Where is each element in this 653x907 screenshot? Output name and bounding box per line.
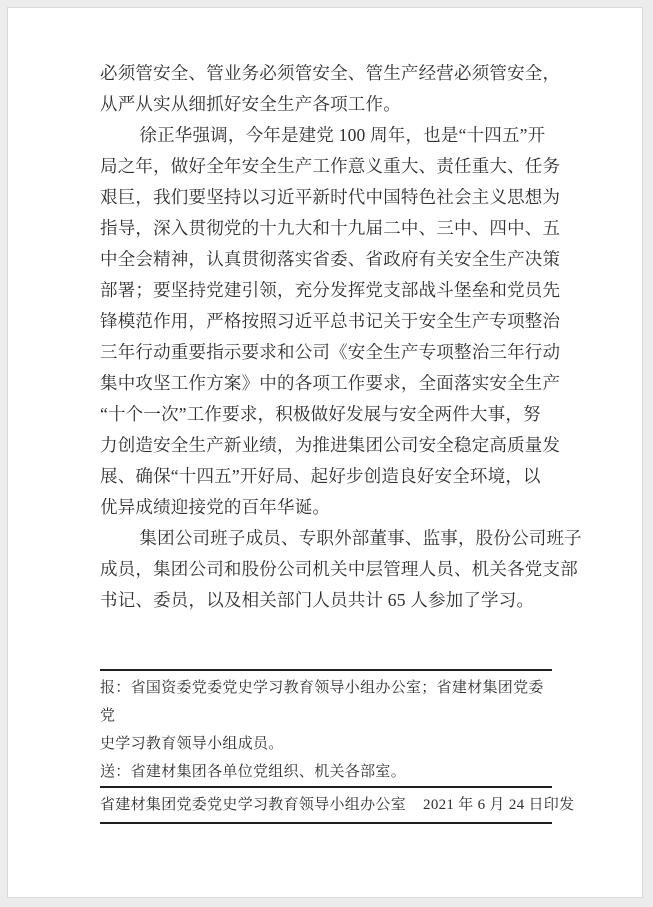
body-line: 优异成绩迎接党的百年华诞。 — [100, 497, 331, 517]
report-to-line: 报：省国资委党委党史学习教育领导小组办公室；省建材集团党委党 — [100, 680, 544, 724]
body-line: 展、确保“十四五”开好局、起好步创造良好安全环境，以 — [100, 466, 541, 486]
distribution-notes — [100, 669, 552, 786]
body-line: 必须管安全、管业务必须管安全、管生产经营必须管安全， — [100, 63, 561, 83]
body-line: 艰巨，我们要坚持以习近平新时代中国特色社会主义思想为 — [100, 187, 561, 207]
body-line: 锋模范作用，严格按照习近平总书记关于安全生产专项整治 — [100, 311, 561, 331]
body-line: 徐正华强调，今年是建党 100 周年，也是“十四五”开 — [139, 125, 546, 145]
body-line: 局之年，做好全年安全生产工作意义重大、责任重大、任务 — [100, 156, 561, 176]
body-line: 书记、委员，以及相关部门人员共计 65 人参加了学习。 — [100, 590, 535, 610]
document-body — [100, 58, 582, 616]
body-line: 力创造安全生产新业绩，为推进集团公司安全稳定高质量发 — [100, 435, 561, 455]
document-page — [7, 7, 643, 898]
body-line: 成员，集团公司和股份公司机关中层管理人员、机关各党支部 — [100, 559, 578, 579]
body-line: 中全会精神，认真贯彻落实省委、省政府有关安全生产决策 — [100, 249, 561, 269]
body-line: 集团公司班子成员、专职外部董事、监事，股份公司班子 — [139, 528, 582, 548]
colophon-row — [100, 786, 575, 824]
document-footer — [100, 669, 575, 824]
body-line: 部署；要坚持党建引领，充分发挥党支部战斗堡垒和党员先 — [100, 280, 561, 300]
issuer-name: 省建材集团党委党史学习教育领导小组办公室 — [100, 797, 407, 813]
report-to-line-cont: 史学习教育领导小组成员。 — [100, 736, 284, 752]
send-to-line: 送：省建材集团各单位党组织、机关各部室。 — [100, 764, 407, 780]
body-line: 从严从实从细抓好安全生产各项工作。 — [100, 94, 401, 114]
body-line: 集中攻坚工作方案》中的各项工作要求，全面落实安全生产 — [100, 373, 561, 393]
print-date: 2021 年 6 月 24 日印发 — [423, 797, 575, 813]
body-line: “十个一次”工作要求，积极做好发展与安全两件大事，努 — [100, 404, 541, 424]
body-line: 三年行动重要指示要求和公司《安全生产专项整治三年行动 — [100, 342, 561, 362]
body-line: 指导，深入贯彻党的十九大和十九届二中、三中、四中、五 — [100, 218, 561, 238]
